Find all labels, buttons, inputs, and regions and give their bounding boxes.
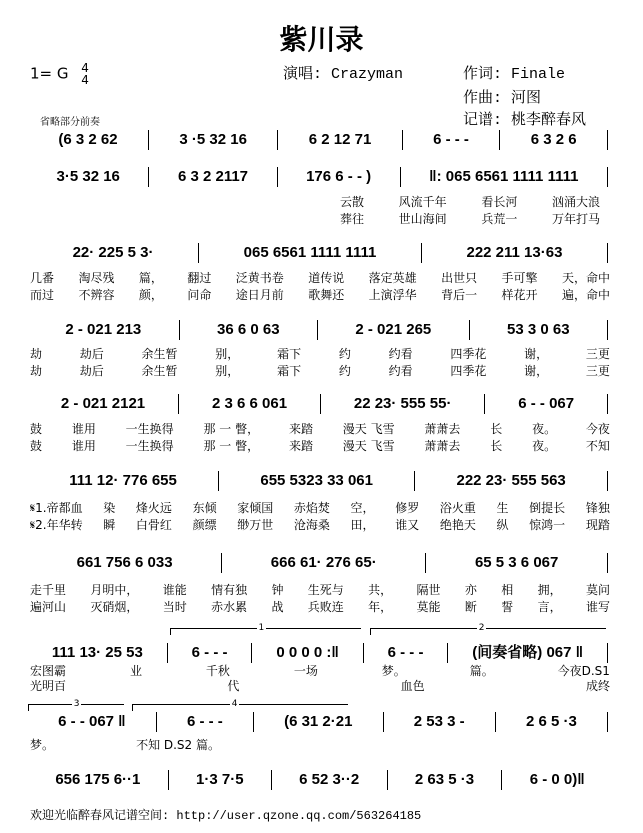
lyric-word: 劫后 (79, 364, 104, 378)
lyric-word: 遍，命中 (561, 288, 610, 302)
lyric-word: 来踏 (288, 439, 313, 453)
lyric-word: 约看 (388, 347, 413, 361)
measure (256, 713, 381, 731)
measure-notes: 222 211 13·63 (466, 244, 563, 261)
lyric-line (30, 679, 610, 693)
measure-notes: 2 53 3 - (413, 713, 465, 730)
measure (366, 644, 446, 662)
lyric-word: 约 (338, 364, 351, 378)
lyric-word: 漫天 飞雪 (342, 439, 395, 453)
lyric-word: 四季花 (450, 364, 487, 378)
lyric-word: 烽火远 (135, 501, 172, 515)
lyric-word: 田， (350, 518, 375, 532)
lyric-word: 劫后 (79, 347, 104, 361)
lyric-word: 谁写 (585, 600, 610, 614)
measure-notes: 6 2 12 71 (308, 131, 372, 148)
measure (320, 321, 467, 339)
lyric-word: 兵荒一 (481, 212, 518, 226)
lyric-word: 约 (338, 347, 351, 361)
barline (495, 712, 496, 732)
lyric-word: 萧萧去 (424, 422, 461, 436)
lyric-word: 夜。 (532, 422, 557, 436)
lyric-word: 云散 (340, 195, 365, 209)
measure-notes: 6 - - 067 ‖ (58, 713, 126, 730)
measure (30, 713, 154, 731)
lyric-word: 不知 D.S2 篇。 (136, 738, 220, 752)
measure-notes: 2 63 5 ·3 (414, 771, 475, 788)
measure (280, 131, 399, 149)
lyric-word: 当时 (162, 600, 187, 614)
measure (30, 644, 165, 662)
measure-notes: 222 23· 555 563 (456, 472, 566, 489)
measure (170, 644, 250, 662)
lyric-word: 莫能 (416, 600, 441, 614)
measure (403, 168, 605, 186)
measure-notes: (间奏省略) 067 ‖ (472, 644, 584, 661)
volta-label: 2 (478, 623, 485, 633)
lyric-word: 今夜 (585, 422, 610, 436)
measure-notes: 6 - - - (433, 131, 469, 148)
lyric-word: 倒提长 (529, 501, 566, 515)
barline (607, 320, 608, 340)
measure (405, 131, 498, 149)
staff-system (30, 130, 610, 150)
staff-system (30, 243, 610, 263)
lyric-word: 落定英雄 (368, 271, 417, 285)
lyric-word: 月明中， (90, 583, 139, 597)
volta-2 (370, 623, 606, 635)
lyric-word: 手可擎 (501, 271, 538, 285)
lyric-word: 霜下 (277, 364, 302, 378)
lyric-word: 鼓 (30, 422, 43, 436)
lyric-word: 共， (368, 583, 393, 597)
barline (607, 167, 608, 187)
barline (167, 643, 168, 663)
lyric-word: 年， (368, 600, 393, 614)
lyric-word: 修罗 (395, 501, 420, 515)
lyric-word: 成终 (585, 679, 610, 693)
lyric-word: 颜缥 (192, 518, 217, 532)
lyric-word: 三更 (585, 347, 610, 361)
measure-notes: 3 ·5 32 16 (179, 131, 247, 148)
lyric-line (30, 738, 220, 752)
lyric-word: 言， (537, 600, 562, 614)
barline (168, 770, 169, 790)
lyric-word: 霜下 (277, 347, 302, 361)
measure-notes: 53 3 0 63 (507, 321, 570, 338)
barline (198, 243, 199, 263)
measure-notes: (6 3 2 62 (58, 131, 118, 148)
measure (424, 244, 605, 262)
measure (171, 771, 269, 789)
lyric-word: 葬往 (340, 212, 365, 226)
lyric-word: 几番 (30, 271, 55, 285)
intro-note: 省略部分前奏 (40, 117, 100, 128)
lyric-line (30, 422, 610, 436)
lyric-word: 莫问 (585, 583, 610, 597)
lyric-word: 亦 (464, 583, 477, 597)
barline (607, 394, 608, 414)
barline (425, 553, 426, 573)
measure-notes: 176 6 - - ) (306, 168, 372, 185)
measure-notes: 0 0 0 0 :‖ (276, 644, 339, 661)
measure-notes: 65 5 3 6 067 (474, 554, 559, 571)
barline (501, 770, 502, 790)
measure (390, 771, 500, 789)
measure (30, 395, 176, 413)
measure (30, 554, 219, 572)
song-title: 紫川录 (279, 23, 364, 56)
measure (201, 244, 419, 262)
lyric-word: 战 (271, 600, 284, 614)
barline (421, 243, 422, 263)
staff-system (30, 770, 610, 790)
lyric-word: 篇， (138, 271, 163, 285)
measure-notes: 2 6 5 ·3 (525, 713, 577, 730)
lyric-word: 劫 (30, 364, 43, 378)
lyric-word: 余生暂 (141, 364, 178, 378)
lyric-word: 钟 (271, 583, 284, 597)
lyric-word: 瞬 (103, 518, 116, 532)
barline (607, 643, 608, 663)
measure-notes: 6 - 0 0)‖ (529, 771, 585, 788)
staff-system (30, 553, 610, 573)
lyric-word: 血色 (400, 679, 425, 693)
staff-system (30, 712, 610, 732)
lyric-word: 出世只 (441, 271, 478, 285)
lyric-word: 上演浮华 (368, 288, 417, 302)
lyric-word: 风流千年 (398, 195, 447, 209)
lyric-word: 翻过 (187, 271, 212, 285)
lyric-line (30, 347, 610, 361)
measure-notes: 3·5 32 16 (56, 168, 120, 185)
lyric-line (30, 664, 610, 678)
barline (251, 643, 252, 663)
lyric-word: 今夜D.S1 (557, 664, 610, 678)
measure (502, 131, 605, 149)
measure-notes: 2 3 6 6 061 (211, 395, 288, 412)
lyric-word: 萧萧去 (424, 439, 461, 453)
staff-system (30, 320, 610, 340)
composer-credit: 作曲: 河图 (463, 90, 542, 107)
barline (469, 320, 470, 340)
measure (181, 395, 318, 413)
lyric-word: 兵败连 (307, 600, 344, 614)
lyric-line (340, 212, 600, 226)
measure (254, 644, 360, 662)
volta-1 (170, 623, 361, 635)
lyric-word: 情有独 (211, 583, 248, 597)
lyric-word: 一场 (293, 664, 318, 678)
barline (218, 471, 219, 491)
lyric-word: 不知 (585, 439, 610, 453)
measure-notes: 6 52 3··2 (299, 771, 360, 788)
lyric-word: 世山海间 (398, 212, 447, 226)
barline (156, 712, 157, 732)
lyric-word: 家倾国 (237, 501, 274, 515)
lyric-line (30, 501, 610, 515)
lyric-word: 𝄋1.帝都血 (30, 501, 83, 515)
lyric-word: 锋独 (585, 501, 610, 515)
lyric-word: 夜。 (532, 439, 557, 453)
lyric-word: 相 (501, 583, 514, 597)
barline (383, 712, 384, 732)
measure (323, 395, 482, 413)
lyric-line (30, 518, 610, 532)
lyric-word: 代 (227, 679, 240, 693)
lyric-word: 生死与 (307, 583, 344, 597)
lyric-word: 谢， (524, 364, 549, 378)
lyric-word: 别， (215, 364, 240, 378)
measure-notes: 1·3 7·5 (196, 771, 244, 788)
lyric-line (340, 195, 600, 209)
measure (498, 713, 605, 731)
volta-3 (28, 699, 124, 711)
measure-notes: 6 - - - (387, 644, 424, 661)
lyric-word: 来踏 (288, 422, 313, 436)
lyric-word: 淘尽残 (78, 271, 115, 285)
lyric-word: 而过 (30, 288, 55, 302)
lyric-word: 赤焰焚 (293, 501, 330, 515)
lyric-word: 鼓 (30, 439, 43, 453)
barline (178, 394, 179, 414)
lyric-word: 途日月前 (235, 288, 284, 302)
barline (447, 643, 448, 663)
lyric-word: 不辨容 (78, 288, 115, 302)
barline (400, 167, 401, 187)
lyric-word: 天，命中 (561, 271, 610, 285)
volta-4 (132, 699, 348, 711)
lyric-word: 约看 (388, 364, 413, 378)
lyric-word: 拥， (537, 583, 562, 597)
staff-system (30, 471, 610, 491)
lyric-word: 绝艳天 (439, 518, 476, 532)
measure (274, 771, 385, 789)
measure (487, 395, 605, 413)
time-signature (81, 62, 89, 86)
staff-system (30, 167, 610, 187)
lyric-word: 谢， (524, 347, 549, 361)
barline (607, 471, 608, 491)
measure (472, 321, 605, 339)
barline (320, 394, 321, 414)
volta-label: 3 (73, 699, 80, 709)
lyric-word: 白骨红 (135, 518, 172, 532)
measure (280, 168, 398, 186)
lyric-word: 看长河 (481, 195, 518, 209)
measure (428, 554, 605, 572)
volta-label: 1 (258, 623, 265, 633)
lyric-word: 劫 (30, 347, 43, 361)
staff-system (30, 643, 610, 663)
measure-notes: 6 - - 067 (518, 395, 575, 412)
lyric-word: 漫天 飞雪 (342, 422, 395, 436)
lyric-word: 誓 (501, 600, 514, 614)
barline (607, 553, 608, 573)
measure-notes: 6 - - - (186, 713, 223, 730)
lyric-line (30, 600, 610, 614)
lyric-line (30, 288, 610, 302)
time-top: 4 (81, 61, 89, 75)
lyric-word: 梦。 (30, 738, 55, 752)
lyric-word: 歌舞还 (308, 288, 345, 302)
measure-notes: 655 5323 33 061 (260, 472, 373, 489)
barline (271, 770, 272, 790)
barline (277, 130, 278, 150)
barline (607, 130, 608, 150)
lyric-word: 断 (464, 600, 477, 614)
lyric-word: 赤水累 (211, 600, 248, 614)
lyric-word: 那 一 瞥， (203, 439, 260, 453)
measure-notes: 111 12· 776 655 (69, 472, 177, 489)
lyric-word: 别， (215, 347, 240, 361)
lyric-word: 生 (496, 501, 509, 515)
lyric-word: 缈万世 (237, 518, 274, 532)
lyric-line (30, 271, 610, 285)
barline (499, 130, 500, 150)
lyric-word: 惊鸿一 (529, 518, 566, 532)
lyric-word: 那 一 瞥， (203, 422, 260, 436)
lyric-line (30, 439, 610, 453)
lyric-word: 业 (129, 664, 142, 678)
lyric-word: 染 (103, 501, 116, 515)
lyric-word: 沧海桑 (293, 518, 330, 532)
volta-label: 4 (231, 699, 238, 709)
measure (504, 771, 610, 789)
lyric-word: 长 (490, 439, 503, 453)
barline (253, 712, 254, 732)
measure-notes: 656 175 6··1 (55, 771, 141, 788)
measure (159, 713, 251, 731)
lyric-word: 千秋 (205, 664, 230, 678)
lyric-word: 光明百 (30, 679, 67, 693)
lyric-word: 一生换得 (125, 422, 174, 436)
lyric-word: 长 (490, 422, 503, 436)
measure (224, 554, 423, 572)
barline (607, 712, 608, 732)
measure-notes: 22· 225 5 3· (72, 244, 154, 261)
key-label: 1= G (30, 64, 69, 83)
lyric-word: 颜， (138, 288, 163, 302)
lyric-word: 空， (350, 501, 375, 515)
lyric-word: 浴火重 (439, 501, 476, 515)
barline (277, 167, 278, 187)
measure-notes: 2 - 021 2121 (60, 395, 146, 412)
lyric-word: 道传说 (308, 271, 345, 285)
lyric-line (30, 583, 610, 597)
measure (30, 472, 216, 490)
measure (30, 771, 166, 789)
lyric-word: 一生换得 (125, 439, 174, 453)
key-signature (30, 62, 89, 86)
lyric-word: 谁用 (71, 439, 96, 453)
measure (30, 244, 196, 262)
measure (417, 472, 605, 490)
lyric-word: 汹涌大浪 (551, 195, 600, 209)
staff-system (30, 394, 610, 414)
barline (484, 394, 485, 414)
measure-notes: (6 31 2·21 (284, 713, 353, 730)
measure (151, 131, 275, 149)
measure (221, 472, 412, 490)
lyric-word: 纵 (496, 518, 509, 532)
lyric-word: 背后一 (441, 288, 478, 302)
lyric-word: 万年打马 (551, 212, 600, 226)
measure (450, 644, 605, 662)
measure-notes: 36 6 0 63 (217, 321, 280, 338)
lyric-word: 现踏 (585, 518, 610, 532)
barline (414, 471, 415, 491)
measure-notes: ‖: 065 6561 1111 1111 (429, 168, 579, 185)
lyric-word: 灭硝烟， (90, 600, 139, 614)
measure-notes: 065 6561 1111 1111 (243, 244, 377, 261)
lyric-word: 梦。 (381, 664, 406, 678)
lyric-word: 走千里 (30, 583, 67, 597)
measure-notes: 2 - 021 213 (65, 321, 142, 338)
lyric-word: 遍河山 (30, 600, 67, 614)
lyric-word: 问命 (187, 288, 212, 302)
lyricist-credit: 作词: Finale (463, 66, 566, 83)
transcriber-credit: 记谱: 桃李醉春风 (463, 112, 587, 129)
barline (607, 243, 608, 263)
barline (387, 770, 388, 790)
lyric-word: 篇。 (469, 664, 494, 678)
lyric-word: 宏图霸 (30, 664, 67, 678)
lyric-word: 样花开 (501, 288, 538, 302)
measure-notes: 2 - 021 265 (355, 321, 432, 338)
lyric-word: 谁用 (71, 422, 96, 436)
measure-notes: 6 3 2 2117 (177, 168, 249, 185)
lyric-word: 谁又 (395, 518, 420, 532)
lyric-line (30, 364, 610, 378)
measure (386, 713, 493, 731)
measure (30, 168, 146, 186)
measure (182, 321, 315, 339)
barline (402, 130, 403, 150)
measure (151, 168, 274, 186)
measure-notes: 6 - - - (191, 644, 228, 661)
lyric-word: 𝄋2.年华转 (30, 518, 83, 532)
lyric-word: 四季花 (450, 347, 487, 361)
measure-notes: 111 13· 25 53 (51, 644, 143, 661)
measure-notes: 666 61· 276 65· (270, 554, 377, 571)
measure (30, 131, 146, 149)
measure-notes: 6 3 2 6 (530, 131, 577, 148)
lyric-word: 谁能 (162, 583, 187, 597)
barline (221, 553, 222, 573)
barline (148, 130, 149, 150)
barline (317, 320, 318, 340)
time-bottom: 4 (81, 73, 89, 87)
lyric-word: 泛黄书卷 (235, 271, 284, 285)
barline (363, 643, 364, 663)
lyric-word: 余生暂 (141, 347, 178, 361)
barline (179, 320, 180, 340)
lyric-word: 三更 (585, 364, 610, 378)
singer-credit: 演唱: Crazyman (283, 66, 404, 83)
lyric-word: 东倾 (192, 501, 217, 515)
barline (148, 167, 149, 187)
measure-notes: 22 23· 555 55· (353, 395, 452, 412)
measure (30, 321, 177, 339)
footer-link-text: 欢迎光临醉春风记谱空间: http://user.qzone.qq.com/563264185 (30, 809, 422, 823)
lyric-word: 隔世 (416, 583, 441, 597)
measure-notes: 661 756 6 033 (76, 554, 173, 571)
